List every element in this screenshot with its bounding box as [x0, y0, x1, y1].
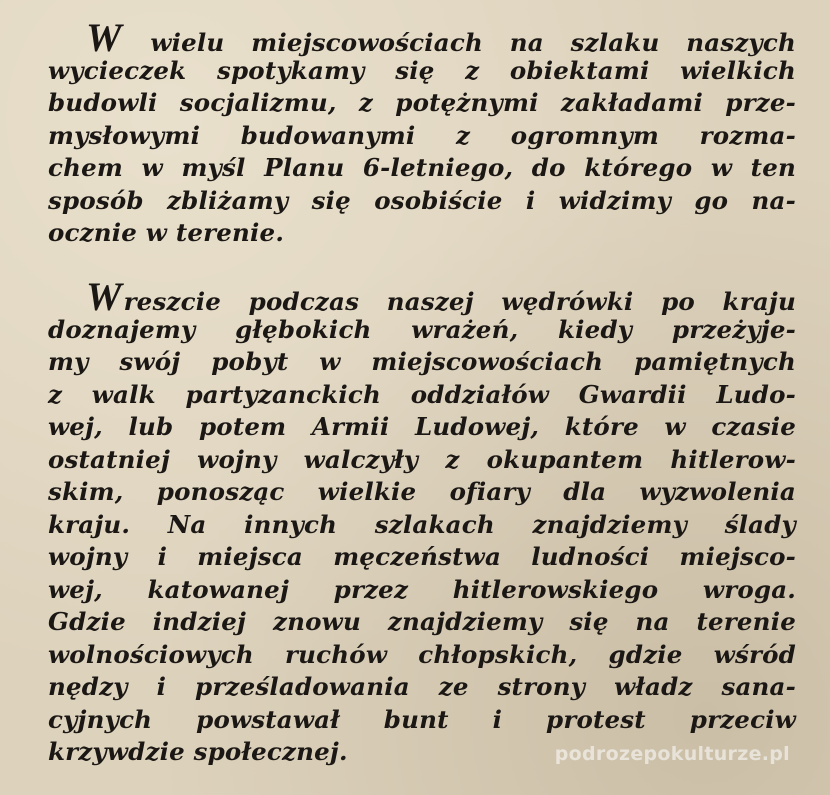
text-line: z walk partyzanckich oddziałów Gwardii Ludo-	[48, 379, 796, 409]
text-line: ostatniej wojny walczyły z okupantem hitlerow-	[48, 444, 796, 474]
text-line: wolnościowych ruchów chłopskich, gdzie wśród	[48, 639, 796, 669]
text-line: Gdzie indziej znowu znajdziemy się na terenie	[48, 607, 796, 636]
text-line: wej, katowanej przez hitlerowskiego wroga.	[48, 574, 796, 604]
text-line: wojny i miejsca męczeństwa ludności miejsco-	[48, 542, 796, 571]
text-line: mysłowymi budowanymi z ogromnym rozma-	[48, 120, 796, 150]
watermark: podrozepokulturze.pl	[554, 743, 790, 765]
drop-cap: W	[86, 15, 120, 60]
text-line: sposób zbliżamy się osobiście i widzimy go na-	[48, 185, 796, 215]
text-line: nędzy i prześladowania ze strony władz sana-	[48, 672, 796, 701]
paragraph-2	[48, 274, 796, 769]
text-line: budowli socjalizmu, z potężnymi zakładami prze-	[48, 88, 796, 117]
text-line: wej, lub potem Armii Ludowej, które w czasie	[48, 412, 796, 441]
paragraph-1	[48, 15, 796, 250]
text-line: my swój pobyt w miejscowościach pamiętnych	[48, 347, 796, 376]
text-line: doznajemy głębokich wrażeń, kiedy przeżyje-	[48, 314, 796, 344]
text-line: skim, ponosząc wielkie ofiary dla wyzwolenia	[48, 477, 796, 506]
text-line: chem w myśl Planu 6-letniego, do którego w ten	[48, 153, 796, 182]
text-line: kraju. Na innych szlakach znajdziemy ślady	[48, 509, 796, 539]
text-line: W wielu miejscowościach na szlaku naszych	[86, 15, 796, 60]
text-line: krzywdzie społecznej.	[48, 737, 348, 766]
text-line: wycieczek spotykamy się z obiektami wielkich	[48, 55, 796, 85]
drop-cap: W	[86, 274, 120, 319]
text-line: Wreszcie podczas naszej wędrówki po kraju	[86, 274, 796, 319]
text-line: ocznie w terenie.	[48, 218, 285, 247]
text-line: cyjnych powstawał bunt i protest przeciw	[48, 704, 796, 734]
